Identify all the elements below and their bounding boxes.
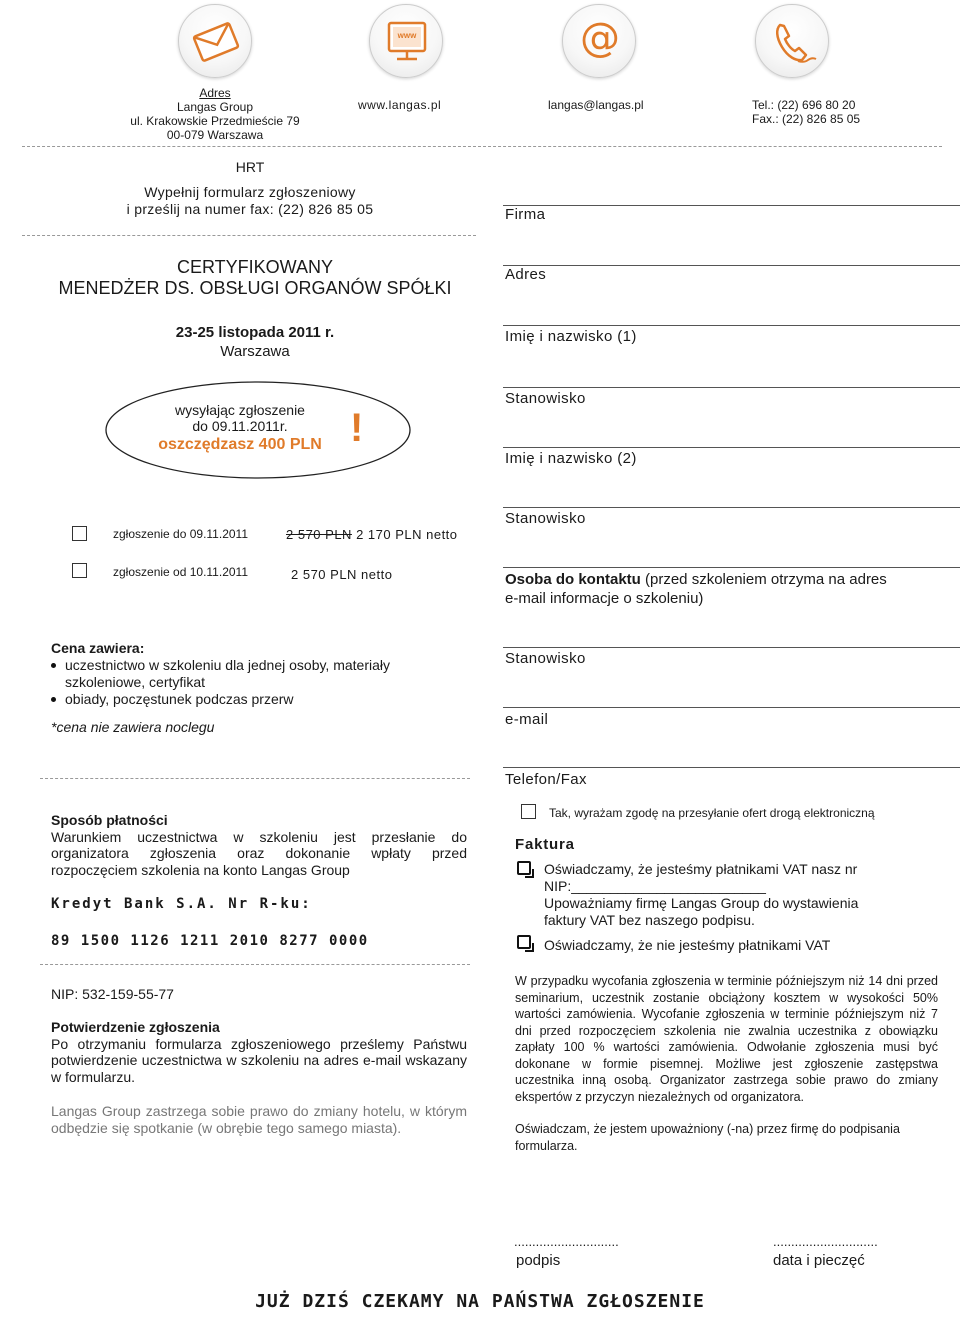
position2-field-line[interactable] [503,507,960,508]
fax-number: Fax.: (22) 826 85 05 [752,112,861,126]
street: ul. Krakowskie Przedmieście 79 [130,114,300,128]
contact-address [110,86,320,142]
promo-line-2: do 09.11.2011r. [192,418,288,434]
address-field-line[interactable] [503,265,960,266]
exclamation-mark: ! [350,406,364,450]
vat-payer-checkbox[interactable] [517,861,531,875]
promo-savings: oszczędzasz 400 PLN [158,436,322,453]
vat-payer-text [544,861,858,929]
vat-nip-line[interactable]: NIP:_________________________ [544,878,766,894]
non-vat-payer-checkbox[interactable] [517,935,531,949]
name2-field-line[interactable] [503,447,960,448]
www-icon-text: www [397,31,417,40]
price-heading: Cena zawiera: [51,640,145,656]
price-includes [51,640,471,736]
option-late-label: zgłoszenie od 10.11.2011 [113,565,248,579]
option-late-checkbox[interactable] [72,563,87,578]
stamp-label: data i pieczęć [773,1252,865,1269]
position1-field-label: Stanowisko [505,390,586,407]
old-price: 2 570 PLN [286,527,352,542]
at-sign-icon [562,4,636,78]
at-symbol: @ [580,15,620,61]
course-title-line-2: MENEDŻER DS. OBSŁUGI ORGANÓW SPÓŁKI [58,278,452,298]
instruction-line-1: Wypełnij formularz zgłoszeniowy [144,184,356,200]
option-early-label: zgłoszenie do 09.11.2011 [113,527,248,541]
option-early-price [286,527,458,543]
contact-person-rest: (przed szkoleniem otrzyma na adres [640,571,887,588]
marketing-consent-label: Tak, wyrażam zgodę na przesyłanie ofert drogą elektroniczną [549,806,875,820]
left-divider-3 [40,964,470,965]
phone-fax-field-label: Telefon/Fax [505,771,587,788]
name1-field-label: Imię i nazwisko (1) [505,328,637,345]
stamp-dots[interactable]: ............................. [773,1234,878,1249]
left-divider-1 [22,235,476,236]
email-address[interactable]: langas@langas.pl [548,98,644,112]
company-field-label: Firma [505,206,546,223]
signature-dots[interactable]: ............................. [514,1234,619,1249]
email-field-line[interactable] [503,707,960,708]
contact-phone-fax [752,98,860,126]
payment-text: Warunkiem uczestnictwa w szkoleniu jest przesłanie do organizatora zgłoszenia oraz dokonanie wpłaty przed rozpoczęciem szkolenia na konto Langas Group [51,828,467,878]
price-list [51,657,471,708]
phone-number: Tel.: (22) 696 80 20 [752,98,856,112]
payment-heading: Sposób płatności [51,812,168,828]
payment-section [51,812,467,878]
bank-name: Kredyt Bank S.A. Nr R-ku: [51,896,312,912]
phone-fax-field-line[interactable] [503,767,960,768]
promo-text [140,402,340,453]
header-divider [22,146,942,147]
company-nip: NIP: 532-159-55-77 [51,986,174,1002]
price-item-2: obiady, poczęstunek podczas przerw [51,691,471,708]
address-field-label: Adres [505,266,547,283]
contact-person-bold: Osoba do kontaktu [505,571,641,588]
name1-field-line[interactable] [503,325,960,326]
hotel-reservation-note: Langas Group zastrzega sobie prawo do zmiany hotelu, w którym odbędzie się spotkanie (w obrębie tego samego miasta). [51,1103,467,1136]
envelope-icon [178,4,252,78]
account-number: 89 1500 1126 1211 2010 8277 0000 [51,933,369,949]
position3-field-line[interactable] [503,647,960,648]
price-note: *cena nie zawiera noclegu [51,719,215,735]
signature-label: podpis [516,1252,561,1269]
authorization-statement: Oświadczam, że jestem upoważniony (-na) przez firmę do podpisania formularza. [515,1122,900,1153]
address-heading: Adres [199,86,231,100]
company-name: Langas Group [176,100,254,114]
position3-field-label: Stanowisko [505,650,586,667]
vat-payer-line-1: Oświadczamy, że jesteśmy płatnikami VAT nasz nr [544,861,858,877]
course-dates: 23-25 listopada 2011 r. [175,324,335,341]
confirmation-text: Po otrzymaniu formularza zgłoszeniowego prześlemy Państwu potwierdzenie uczestnictwa w szkoleniu na adres e-mail wskazany w formularzu. [51,1035,467,1085]
position1-field-line[interactable] [503,387,960,388]
contact-person-label [505,570,887,608]
option-early-checkbox[interactable] [72,526,87,541]
cancellation-terms: W przypadku wycofania zgłoszenia w terminie późniejszym niż 14 dni przed seminarium, uczestnik zostanie obciążony kosztem w wysokości 50% wartości zamówienia. Wycofanie zgłoszenia w terminie późniejszym niż 7 dni przed rozpoczęciem szkolenia nie zwalnia uczestnika z obowiązku zapłaty 100 % wartości zamówienia. Odwołanie zgłoszenia musi być dokonane w formie pisemnej. Możliwe jest zgłoszenie zastępstwa uczestnika inną osobą. Organizator zastrzega sobie prawo do zmiany ekspertów z przyczyn niezależnych od organizatora. [515,974,938,1104]
footer-slogan: JUŻ DZIŚ CZEKAMY NA PAŃSTWA ZGŁOSZENIE [255,1291,705,1312]
left-divider-2 [40,778,470,779]
option-late-price: 2 570 PLN netto [291,567,393,582]
instruction-line-2: i prześlij na numer fax: (22) 826 85 05 [126,201,374,217]
price-item-1 [51,657,471,691]
price-item-1-line-2: szkoleniowe, certyfikat [65,674,206,690]
course-city: Warszawa [220,343,290,360]
non-vat-payer-label: Oświadczamy, że nie jesteśmy płatnikami VAT [544,937,831,953]
vat-payer-line-4: faktury VAT bez naszego podpisu. [544,912,755,928]
postal-city: 00-079 Warszawa [166,128,264,142]
contact-person-line[interactable] [503,567,960,568]
vat-payer-line-3: Upoważniamy firmę Langas Group do wystawienia [544,895,859,911]
promo-line-1: wysyłając zgłoszenie [175,402,305,418]
course-code: HRT [235,159,265,175]
name2-field-label: Imię i nazwisko (2) [505,450,637,467]
email-field-label: e-mail [505,711,549,728]
confirmation-heading: Potwierdzenie zgłoszenia [51,1019,220,1035]
new-price: 2 170 PLN netto [356,527,458,542]
phone-icon [755,4,829,78]
price-item-1-line-1: uczestnictwo w szkoleniu dla jednej osoby, materiały [65,657,391,673]
marketing-consent-checkbox[interactable] [521,804,536,819]
www-monitor-icon [369,4,443,78]
website[interactable]: www.langas.pl [358,98,442,112]
company-field-line[interactable] [503,205,960,206]
course-title-line-1: CERTYFIKOWANY [176,257,333,277]
fax-instruction [40,184,460,218]
position2-field-label: Stanowisko [505,510,586,527]
invoice-heading: Faktura [515,836,575,853]
course-title [30,257,480,299]
contact-person-rest-2: e-mail informacje o szkoleniu) [505,590,704,607]
confirmation-section [51,1019,467,1085]
